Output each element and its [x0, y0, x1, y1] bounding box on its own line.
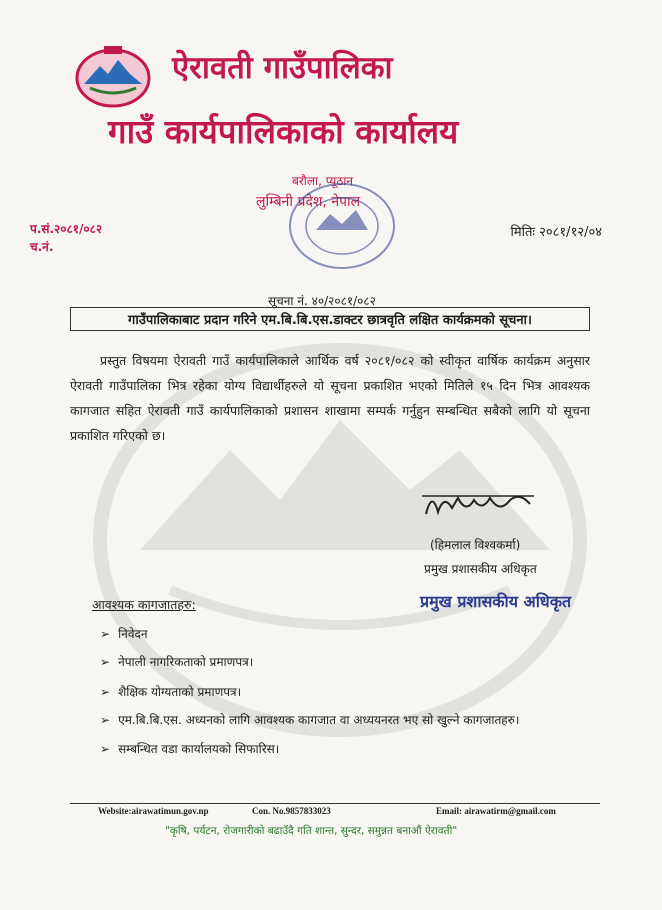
documents-heading: आवश्यक कागजातहरु:: [92, 597, 196, 612]
footer-website[interactable]: Website:airawatimun.gov.np: [98, 806, 209, 816]
notice-number: सूचना नं. ४०/२०८१/०८२: [268, 294, 376, 308]
list-item: ➢ एम.बि.बि.एस. अध्यनको लागि आवश्यक कागजात वा अध्ययनरत भए सो खुल्ने कागजातहरु।: [100, 712, 520, 727]
footer-divider: [70, 803, 600, 804]
list-item: ➢ सम्बन्धित वडा कार्यालयको सिफारिस।: [100, 741, 280, 756]
footer-contact: Con. No.9857833023: [252, 806, 331, 816]
list-item: ➢ नेपाली नागरिकताको प्रमाणपत्र।: [100, 654, 254, 669]
letter-date: मितिः २०८१/१२/०४: [510, 225, 602, 240]
arrow-bullet-icon: ➢: [100, 684, 111, 699]
dispatch-number: च.नं.: [30, 240, 54, 254]
handwritten-signature: [418, 484, 538, 524]
arrow-bullet-icon: ➢: [100, 654, 111, 669]
arrow-bullet-icon: ➢: [100, 712, 111, 727]
arrow-bullet-icon: ➢: [100, 626, 111, 641]
signatory-title: प्रमुख प्रशासकीय अधिकृत: [424, 562, 537, 576]
office-title: गाउँ कार्यपालिकाको कार्यालय: [108, 112, 459, 151]
municipality-logo: [70, 40, 156, 110]
list-item: ➢ निवेदन: [100, 626, 148, 641]
office-stamp: [270, 178, 400, 278]
notice-body: प्रस्तुत विषयमा ऐरावती गाउँ कार्यपालिकाले आर्थिक वर्ष २०८१/०८२ को स्वीकृत वार्षिक कार्यक्रम अनुसार ऐरावती गाउँपालिका भित्र रहेका योग्य विद्यार्थीहरुले यो सूचना प्रकाशित भएको मितिले १५ दिन भित्र आवश्यक कागजात सहित ऐरावती गाउँ कार्यपालिकाको प्रशासन शाखामा सम्पर्क गर्नुहुन सम्बन्धित सबैको लागि यो सूचना प्रकाशित गरिएको छ।: [70, 353, 590, 443]
office-name: ऐरावती गाउँपालिका: [172, 50, 393, 86]
location-line2: लुम्बिनी प्रदेश, नेपाल: [256, 194, 361, 210]
footer-email[interactable]: Email: airawatirm@gmail.com: [436, 806, 556, 816]
signatory-name: (हिमलाल विश्वकर्मा): [430, 538, 521, 552]
letter-number: प.सं.२०८१/०८२: [30, 222, 103, 236]
notice-subject: गाउँपालिकाबाट प्रदान गरिने एम.बि.बि.एस.डाक्टर छात्रवृति लक्षित कार्यक्रमको सूचना।: [70, 307, 590, 331]
designation-stamp: प्रमुख प्रशासकीय अधिकृत: [420, 592, 572, 611]
location-line1: बरौला, प्यूठान: [292, 174, 354, 188]
arrow-bullet-icon: ➢: [100, 741, 111, 756]
list-item: ➢ शैक्षिक योग्यताको प्रमाणपत्र।: [100, 684, 242, 699]
footer-motto: "कृषि, पर्यटन, रोजगारीको बढाउँदै गति शान्त, सुन्दर, समुन्नत बनाऔं ऐरावती": [165, 825, 458, 837]
